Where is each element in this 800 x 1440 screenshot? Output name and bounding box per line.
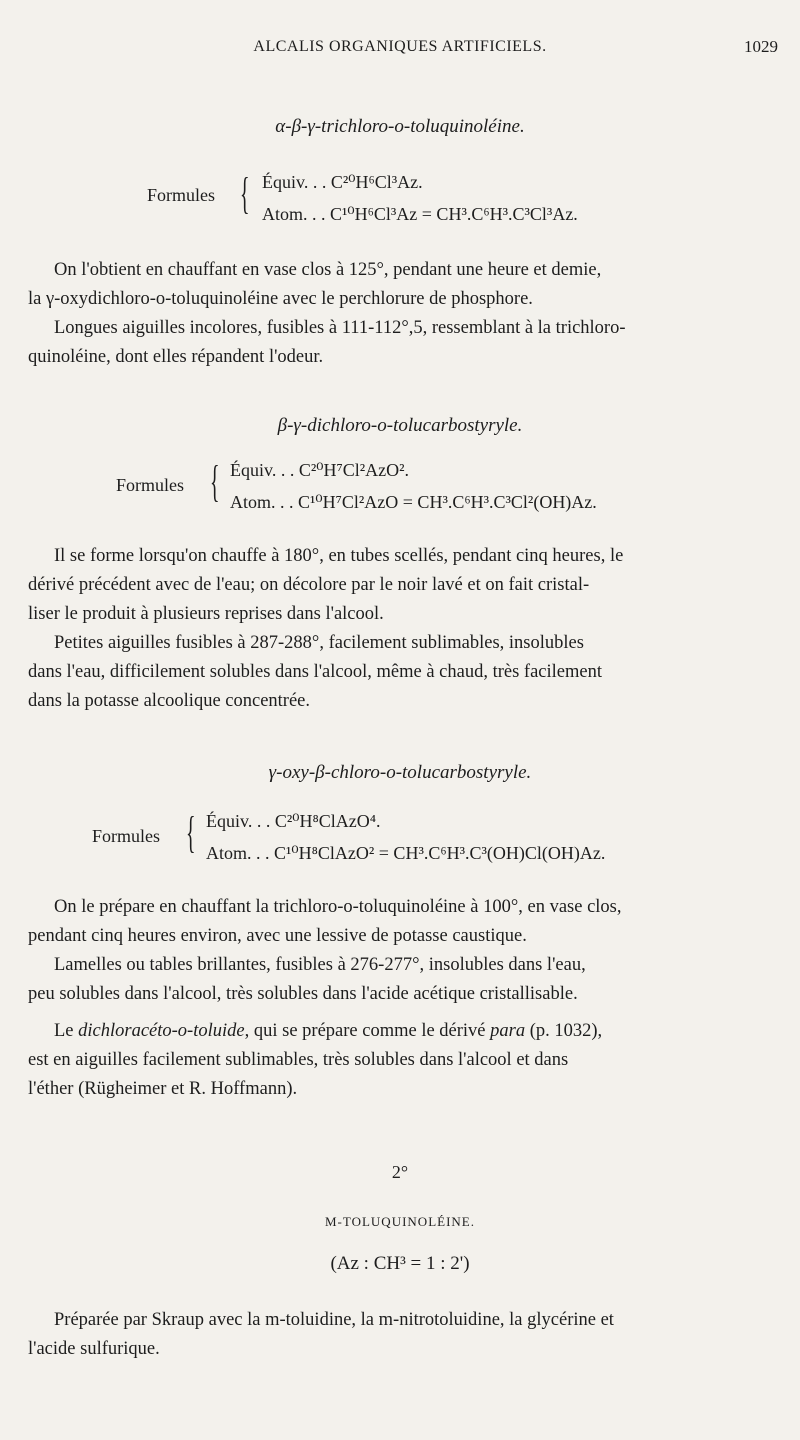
section-heading: β-γ-dichloro-o-tolucarbostyryle. — [277, 415, 523, 436]
text-line: pendant cinq heures environ, avec une lessive de potasse caustique. — [28, 926, 527, 946]
text-line: Il se forme lorsqu'on chauffe à 180°, en tubes scellés, pendant cinq heures, le — [54, 546, 624, 566]
text-line: Préparée par Skraup avec la m-toluidine, la m-nitrotoluidine, la glycérine et — [54, 1310, 614, 1330]
brace-icon: { — [186, 808, 196, 857]
text-line: l'éther (Rügheimer et R. Hoffmann). — [28, 1079, 298, 1099]
text-line: quinoléine, dont elles répandent l'odeur. — [28, 347, 324, 367]
formula-equiv: Équiv. . . C²⁰H⁷Cl²AzO². — [230, 460, 410, 480]
text-line: dans l'eau, difficilement solubles dans l'alcool, même à chaud, très facilement — [28, 662, 602, 682]
compound-name: dichloracéto-o-toluide — [78, 1021, 245, 1041]
brace-icon: { — [240, 169, 250, 218]
paragraph — [28, 893, 770, 1009]
running-header: ALCALIS ORGANIQUES ARTIFICIELS. — [253, 38, 547, 55]
formula-equiv: Équiv. . . C²⁰H⁸ClAzO⁴. — [206, 811, 381, 831]
text-line: Longues aiguilles incolores, fusibles à 111-112°,5, ressemblant à la trichloro- — [54, 318, 626, 338]
formula-atom: Atom. . . C¹⁰H⁶Cl³Az = CH³.C⁶H³.C³Cl³Az. — [262, 204, 578, 224]
paragraph — [28, 256, 770, 372]
text-line: l'acide sulfurique. — [28, 1339, 160, 1359]
text-line: est en aiguilles facilement sublimables, très solubles dans l'alcool et dans — [28, 1050, 569, 1070]
text-line: dans la potasse alcoolique concentrée. — [28, 691, 311, 711]
brace-icon: { — [210, 457, 220, 506]
section-heading: γ-oxy-β-chloro-o-tolucarbostyryle. — [268, 762, 532, 783]
text-line: On le prépare en chauffant la trichloro-o-toluquinoléine à 100°, en vase clos, — [54, 897, 622, 917]
formulas-label: Formules — [92, 826, 161, 846]
note-paragraph — [28, 1017, 770, 1104]
text-line: peu solubles dans l'alcool, très solubles dans l'acide acétique cristallisable. — [28, 984, 578, 1004]
formulas-label: Formules — [147, 185, 216, 205]
part-formula: (Az : CH³ = 1 : 2') — [330, 1253, 470, 1274]
text-line: la γ-oxydichloro-o-toluquinoléine avec le perchlorure de phosphore. — [28, 289, 533, 309]
formula-atom: Atom. . . C¹⁰H⁸ClAzO² = CH³.C⁶H³.C³(OH)Cl(OH)Az. — [206, 843, 606, 863]
paragraph — [28, 1306, 770, 1364]
note-italic-word: para — [490, 1021, 526, 1041]
formulas-label: Formules — [116, 475, 185, 495]
paragraph — [28, 542, 770, 716]
page-number: 1029 — [744, 37, 778, 56]
text-line: On l'obtient en chauffant en vase clos à 125°, pendant une heure et demie, — [54, 260, 602, 280]
formula-atom: Atom. . . C¹⁰H⁷Cl²AzO = CH³.C⁶H³.C³Cl²(OH)Az. — [230, 492, 597, 512]
note-text: (p. 1032), — [525, 1021, 603, 1041]
note-text: , qui se prépare comme le dérivé — [244, 1021, 491, 1041]
text-line: Lamelles ou tables brillantes, fusibles à 276-277°, insolubles dans l'eau, — [54, 955, 586, 975]
text-line: liser le produit à plusieurs reprises dans l'alcool. — [28, 604, 384, 624]
text-line: dérivé précédent avec de l'eau; on décolore par le noir lavé et on fait cristal- — [28, 575, 590, 595]
part-title: M-TOLUQUINOLÉINE. — [325, 1214, 475, 1229]
part-number: 2° — [391, 1162, 409, 1182]
section-heading: α-β-γ-trichloro-o-toluquinoléine. — [275, 116, 525, 137]
text-line — [28, 1017, 770, 1046]
text-line: Petites aiguilles fusibles à 287-288°, facilement sublimables, insolubles — [54, 633, 584, 653]
formula-equiv: Équiv. . . C²⁰H⁶Cl³Az. — [262, 172, 423, 192]
note-lead: Le — [54, 1021, 79, 1041]
